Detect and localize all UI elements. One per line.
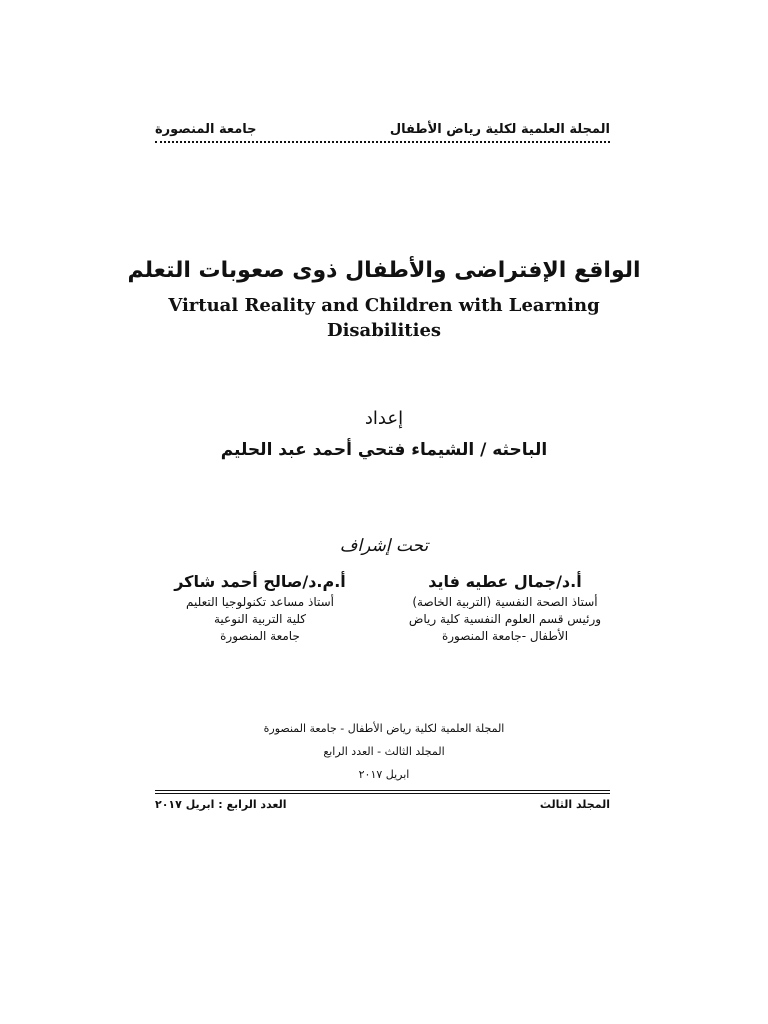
supervision-label: تحت إشراف — [339, 536, 429, 556]
running-header — [155, 122, 610, 142]
journal-info-line: المجلد الثالث - العدد الرابع — [323, 745, 445, 758]
supervisor-2 — [140, 570, 380, 645]
supervisor-1-line: ورئيس قسم العلوم النفسية كلية رياض — [408, 612, 602, 626]
journal-info-line: المجلة العلمية لكلية رياض الأطفال - جامعة المنصورة — [263, 722, 505, 735]
journal-info-line: ابريل ٢٠١٧ — [358, 768, 410, 781]
supervisor-1-name: أ.د/جمال عطيه فايد — [428, 572, 582, 591]
footer-volume: المجلد الثالث — [539, 798, 610, 811]
footer-issue: العدد الرابع : ابريل ٢٠١٧ — [155, 798, 287, 811]
journal-info — [184, 717, 584, 786]
supervisor-2-line: أستاذ مساعد تكنولوجيا التعليم — [185, 595, 335, 609]
supervisor-1-line: أستاذ الصحة النفسية (التربية الخاصة) — [412, 595, 598, 609]
supervisor-2-line: جامعة المنصورة — [220, 629, 300, 643]
running-footer — [155, 798, 610, 816]
english-title-line1: Virtual Reality and Children with Learning — [168, 295, 600, 316]
header-journal: المجلة العلمية لكلية رياض الأطفال — [389, 122, 610, 137]
supervisor-1 — [375, 570, 635, 645]
header-divider — [155, 141, 610, 143]
researcher-name: الباحثه / الشيماء فتحي أحمد عبد الحليم — [220, 440, 548, 460]
supervisor-1-line: الأطفال -جامعة المنصورة — [441, 629, 569, 643]
supervisor-2-line: كلية التربية النوعية — [213, 612, 307, 626]
english-title-line2: Disabilities — [326, 320, 442, 341]
footer-divider — [155, 790, 610, 794]
supervisor-2-name: أ.م.د/صالح أحمد شاكر — [174, 572, 346, 591]
header-university: جامعة المنصورة — [155, 122, 257, 137]
prepared-by-label: إعداد — [364, 408, 404, 429]
arabic-title: الواقع الإفتراضى والأطفال ذوى صعوبات التعلم — [127, 258, 641, 283]
english-title — [120, 293, 648, 343]
